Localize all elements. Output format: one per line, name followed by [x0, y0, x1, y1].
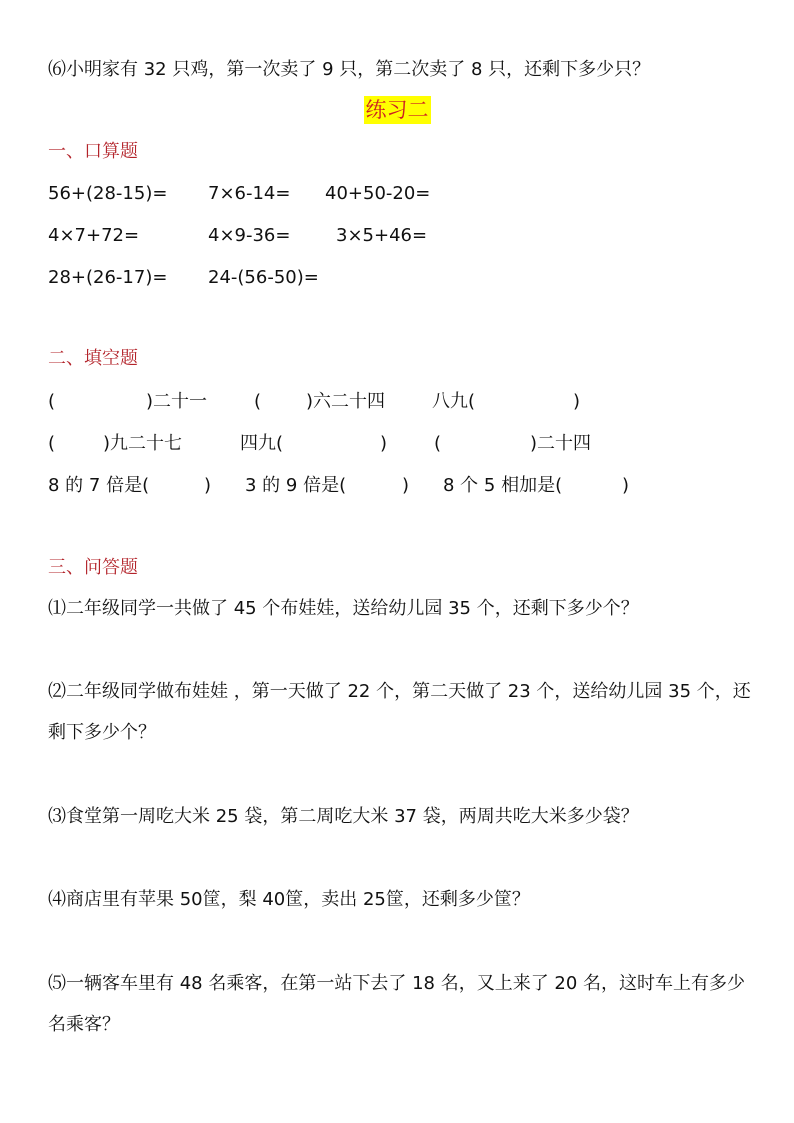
page-title: 练习二	[365, 98, 429, 122]
calc-1-3: 40+50-20=	[325, 183, 431, 204]
calc-3-2: 24-(56-50)=	[208, 267, 319, 288]
fill-1-c-open: 八九(	[432, 391, 476, 412]
title-container	[0, 96, 794, 124]
fill-3-c-open: 8 个 5 相加是(	[443, 475, 563, 496]
calc-2-1: 4×7+72=	[48, 225, 140, 246]
fill-2-a-close: )九二十七	[103, 433, 183, 454]
question-5: ⑸一辆客车里有 48 名乘客，在第一站下去了 18 名，又上来了 20 名，这时车上有多少名乘客？	[48, 973, 746, 1035]
fill-1-a-close: )二十一	[146, 391, 208, 412]
fill-1-b-close: )六二十四	[306, 391, 386, 412]
calc-2-2: 4×9-36=	[208, 225, 291, 246]
calc-3-1: 28+(26-17)=	[48, 267, 168, 288]
calc-1-1: 56+(28-15)=	[48, 183, 168, 204]
question-4: ⑷商店里有苹果 50筐，梨 40筐，卖出 25筐，还剩多少筐？	[48, 889, 530, 910]
question-1: ⑴二年级同学一共做了 45 个布娃娃，送给幼儿园 35 个，还剩下多少个？	[48, 598, 639, 619]
calc-1-2: 7×6-14=	[208, 183, 291, 204]
section1-heading: 一、口算题	[48, 141, 138, 162]
fill-2-a-open: (	[48, 433, 56, 454]
fill-3-c-close: )	[622, 475, 630, 496]
fill-1-c-close: )	[573, 391, 581, 412]
fill-2-c-open: (	[434, 433, 442, 454]
fill-3-a-open: 8 的 7 倍是(	[48, 475, 150, 496]
fill-3-b-close: )	[402, 475, 410, 496]
fill-2-c-close: )二十四	[530, 433, 592, 454]
section2-heading: 二、填空题	[48, 348, 138, 369]
question-2: ⑵二年级同学做布娃娃 ，第一天做了 22 个，第二天做了 23 个，送给幼儿园 35 个，还剩下多少个？	[48, 681, 751, 743]
fill-2-b-open: 四九(	[240, 433, 284, 454]
fill-3-b-open: 3 的 9 倍是(	[245, 475, 347, 496]
fill-3-a-close: )	[204, 475, 212, 496]
question-3: ⑶食堂第一周吃大米 25 袋，第二周吃大米 37 袋，两周共吃大米多少袋？	[48, 806, 639, 827]
fill-2-b-close: )	[380, 433, 388, 454]
calc-2-3: 3×5+46=	[336, 225, 428, 246]
fill-1-a-open: (	[48, 391, 56, 412]
intro-question: ⑹小明家有 32 只鸡，第一次卖了 9 只，第二次卖了 8 只，还剩下多少只？	[48, 59, 651, 80]
fill-1-b-open: (	[254, 391, 262, 412]
section3-heading: 三、问答题	[48, 557, 138, 578]
